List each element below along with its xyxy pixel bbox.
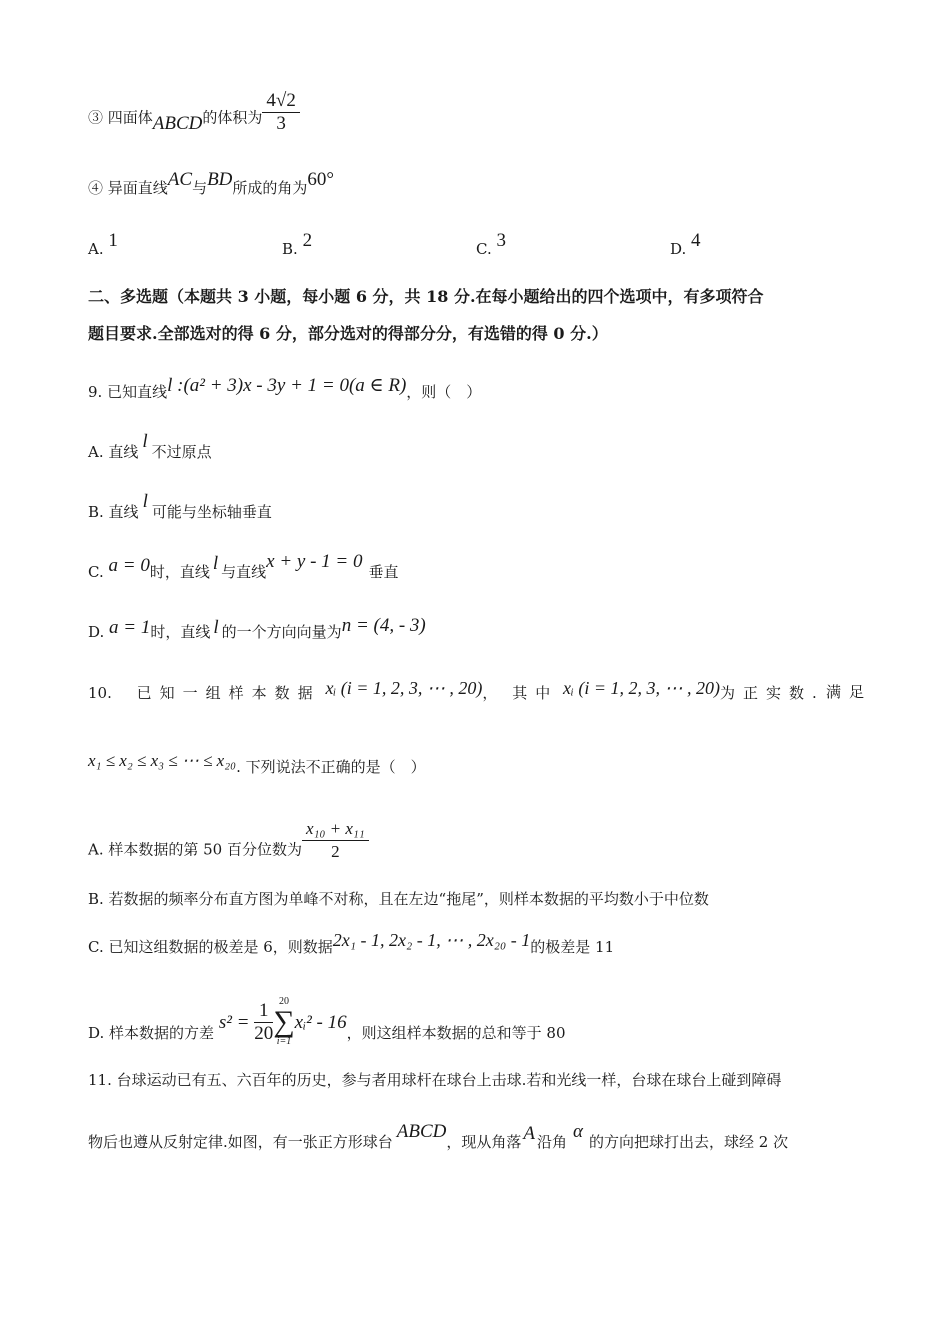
option-value: 1 [108,230,118,251]
s3-fraction [262,90,299,135]
q10-text: . 下列说法不正确的是（ ） [236,758,426,776]
q9-option-d [88,615,426,642]
section-2-heading-line-2: 题目要求.全部选对的得 6 分，部分选对的得部分分，有选错的得 0 分.） [88,324,608,343]
option-value: 4 [691,230,701,251]
condition-a-1: a = 1 [109,617,151,638]
q11-stem-line-2 [88,1121,789,1152]
option-label: D. [670,240,687,258]
q9-number: 9. 已知直线 [88,383,168,401]
q9-stem [88,375,482,402]
line-equation: x + y - 1 = 0 [266,551,363,572]
option-text: 垂直 [368,563,399,581]
s4-angle: 60° [307,169,335,190]
q9-option-b [88,491,272,522]
q8-option-b [282,230,313,260]
q10-number: 10. [88,684,112,702]
option-text: 可能与坐标轴垂直 [151,503,272,521]
sum-lower: i=1 [276,1036,292,1047]
q10-comma: ， [482,684,498,702]
q8-option-a [88,230,118,260]
frac-den: 20 [254,1022,274,1044]
option-label: D. [88,623,105,641]
q8-statement-3 [88,90,300,141]
q11-stem-line-1: 11. 台球运动已有五、六百年的历史，参与者用球杆在球台上击球.若和光线一样，台球在球台上碰到障碍 [88,1071,782,1089]
option-text: 时，直线 [149,563,210,581]
q10-data-set-2: xᵢ (i = 1, 2, 3, ⋯ , 20) [563,678,720,698]
q10-text: 为正实数. [720,684,825,702]
summation [273,996,294,1048]
s4-bd: BD [207,169,233,190]
frac-num: 1 [254,1000,273,1023]
q10-text: 其中 [512,684,559,702]
option-label: A. [88,240,104,258]
option-label: C. [476,240,492,258]
option-text: B. 直线 [88,503,139,521]
s3-frac-num: 4√2 [262,90,299,113]
frac-den: 2 [331,842,340,861]
option-text: C. 已知这组数据的极差是 6，则数据 [88,938,333,956]
option-text: 与直线 [221,563,267,581]
q11-text: 物后也遵从反射定律.如图，有一张正方形球台 [88,1133,393,1151]
option-text: 不过原点 [151,443,212,461]
sum-term: xᵢ² - 16 [294,1012,347,1033]
option-label: C. [88,563,104,581]
sum-upper: 20 [278,996,289,1007]
s3-math: ABCD [152,112,203,134]
q10-text: 满足 [825,683,872,701]
q8-statement-4 [88,169,335,198]
direction-vector: n = (4, - 3) [341,615,426,636]
condition-a-0: a = 0 [108,555,150,576]
transformed-data: 2x₁ - 1, 2x₂ - 1, ⋯ , 2x₂₀ - 1 [332,930,531,950]
q10-option-c [88,930,615,957]
q9-option-a [88,431,212,462]
q8-option-d [670,230,701,260]
variance-fraction [254,1000,273,1045]
option-text: 时，直线 [150,623,211,641]
q10-stem-line-2 [88,751,426,777]
option-value: 3 [496,230,506,251]
s3-frac-den: 3 [276,113,286,134]
option-text: 的极差是 11 [530,938,615,956]
q11-text: 沿角 [537,1133,568,1151]
table-abcd: ABCD [396,1121,447,1142]
option-text: A. 样本数据的第 50 百分位数为 [88,840,302,859]
line-l: l [142,431,148,452]
section-2-heading-line-1: 二、多选题（本题共 3 小题，每小题 6 分，共 18 分.在每小题给出的四个选项中，有多项符合 [88,287,764,306]
s4-ac: AC [167,169,193,190]
s4-with: 与 [192,179,208,197]
frac-num: x₁₀ + x₁₁ [302,818,369,841]
q10-stem-line-1 [88,678,872,703]
option-label: B. [282,240,298,258]
sum-symbol: ∑ [273,1005,295,1038]
q10-text: 已知一组样本数据 [136,684,321,702]
option-value: 2 [302,230,313,251]
line-l: l [142,491,148,512]
q9-option-c [88,551,399,582]
option-text: D. 样本数据的方差 [88,1024,215,1042]
line-l: l [213,617,219,638]
q10-order-inequality: x₁ ≤ x₂ ≤ x₃ ≤ ⋯ ≤ x₂₀ [88,751,237,770]
option-text: 的一个方向向量为 [221,623,342,641]
q10-option-d [88,996,566,1060]
s4-prefix: ④ 异面直线 [88,179,168,197]
option-text: ，则这组样本数据的总和等于 80 [346,1024,566,1042]
q8-option-c [476,230,506,260]
s3-text: 的体积为 [202,108,263,127]
s4-text: 所成的角为 [232,179,308,197]
q10-option-b: B. 若数据的频率分布直方图为单峰不对称，且在左边“拖尾”，则样本数据的平均数小于中位数 [88,890,709,908]
s3-prefix: ③ 四面体 [88,108,153,127]
q10-option-a [88,819,369,873]
option-text: A. 直线 [88,443,139,461]
line-l: l [212,553,219,574]
q9-suffix: ，则（ ） [406,383,482,401]
variance-s2: s² = [218,1012,250,1033]
q9-line-equation: l :(a² + 3)x - 3y + 1 = 0(a ∈ R) [167,375,407,396]
q11-text: ，现从角落 [446,1133,522,1151]
q10-data-set: xᵢ (i = 1, 2, 3, ⋯ , 20) [325,678,483,698]
q11-text: 的方向把球打出去，球经 2 次 [589,1133,789,1151]
corner-a: A [523,1123,536,1144]
angle-alpha: α [573,1121,584,1142]
median-fraction [302,818,369,863]
